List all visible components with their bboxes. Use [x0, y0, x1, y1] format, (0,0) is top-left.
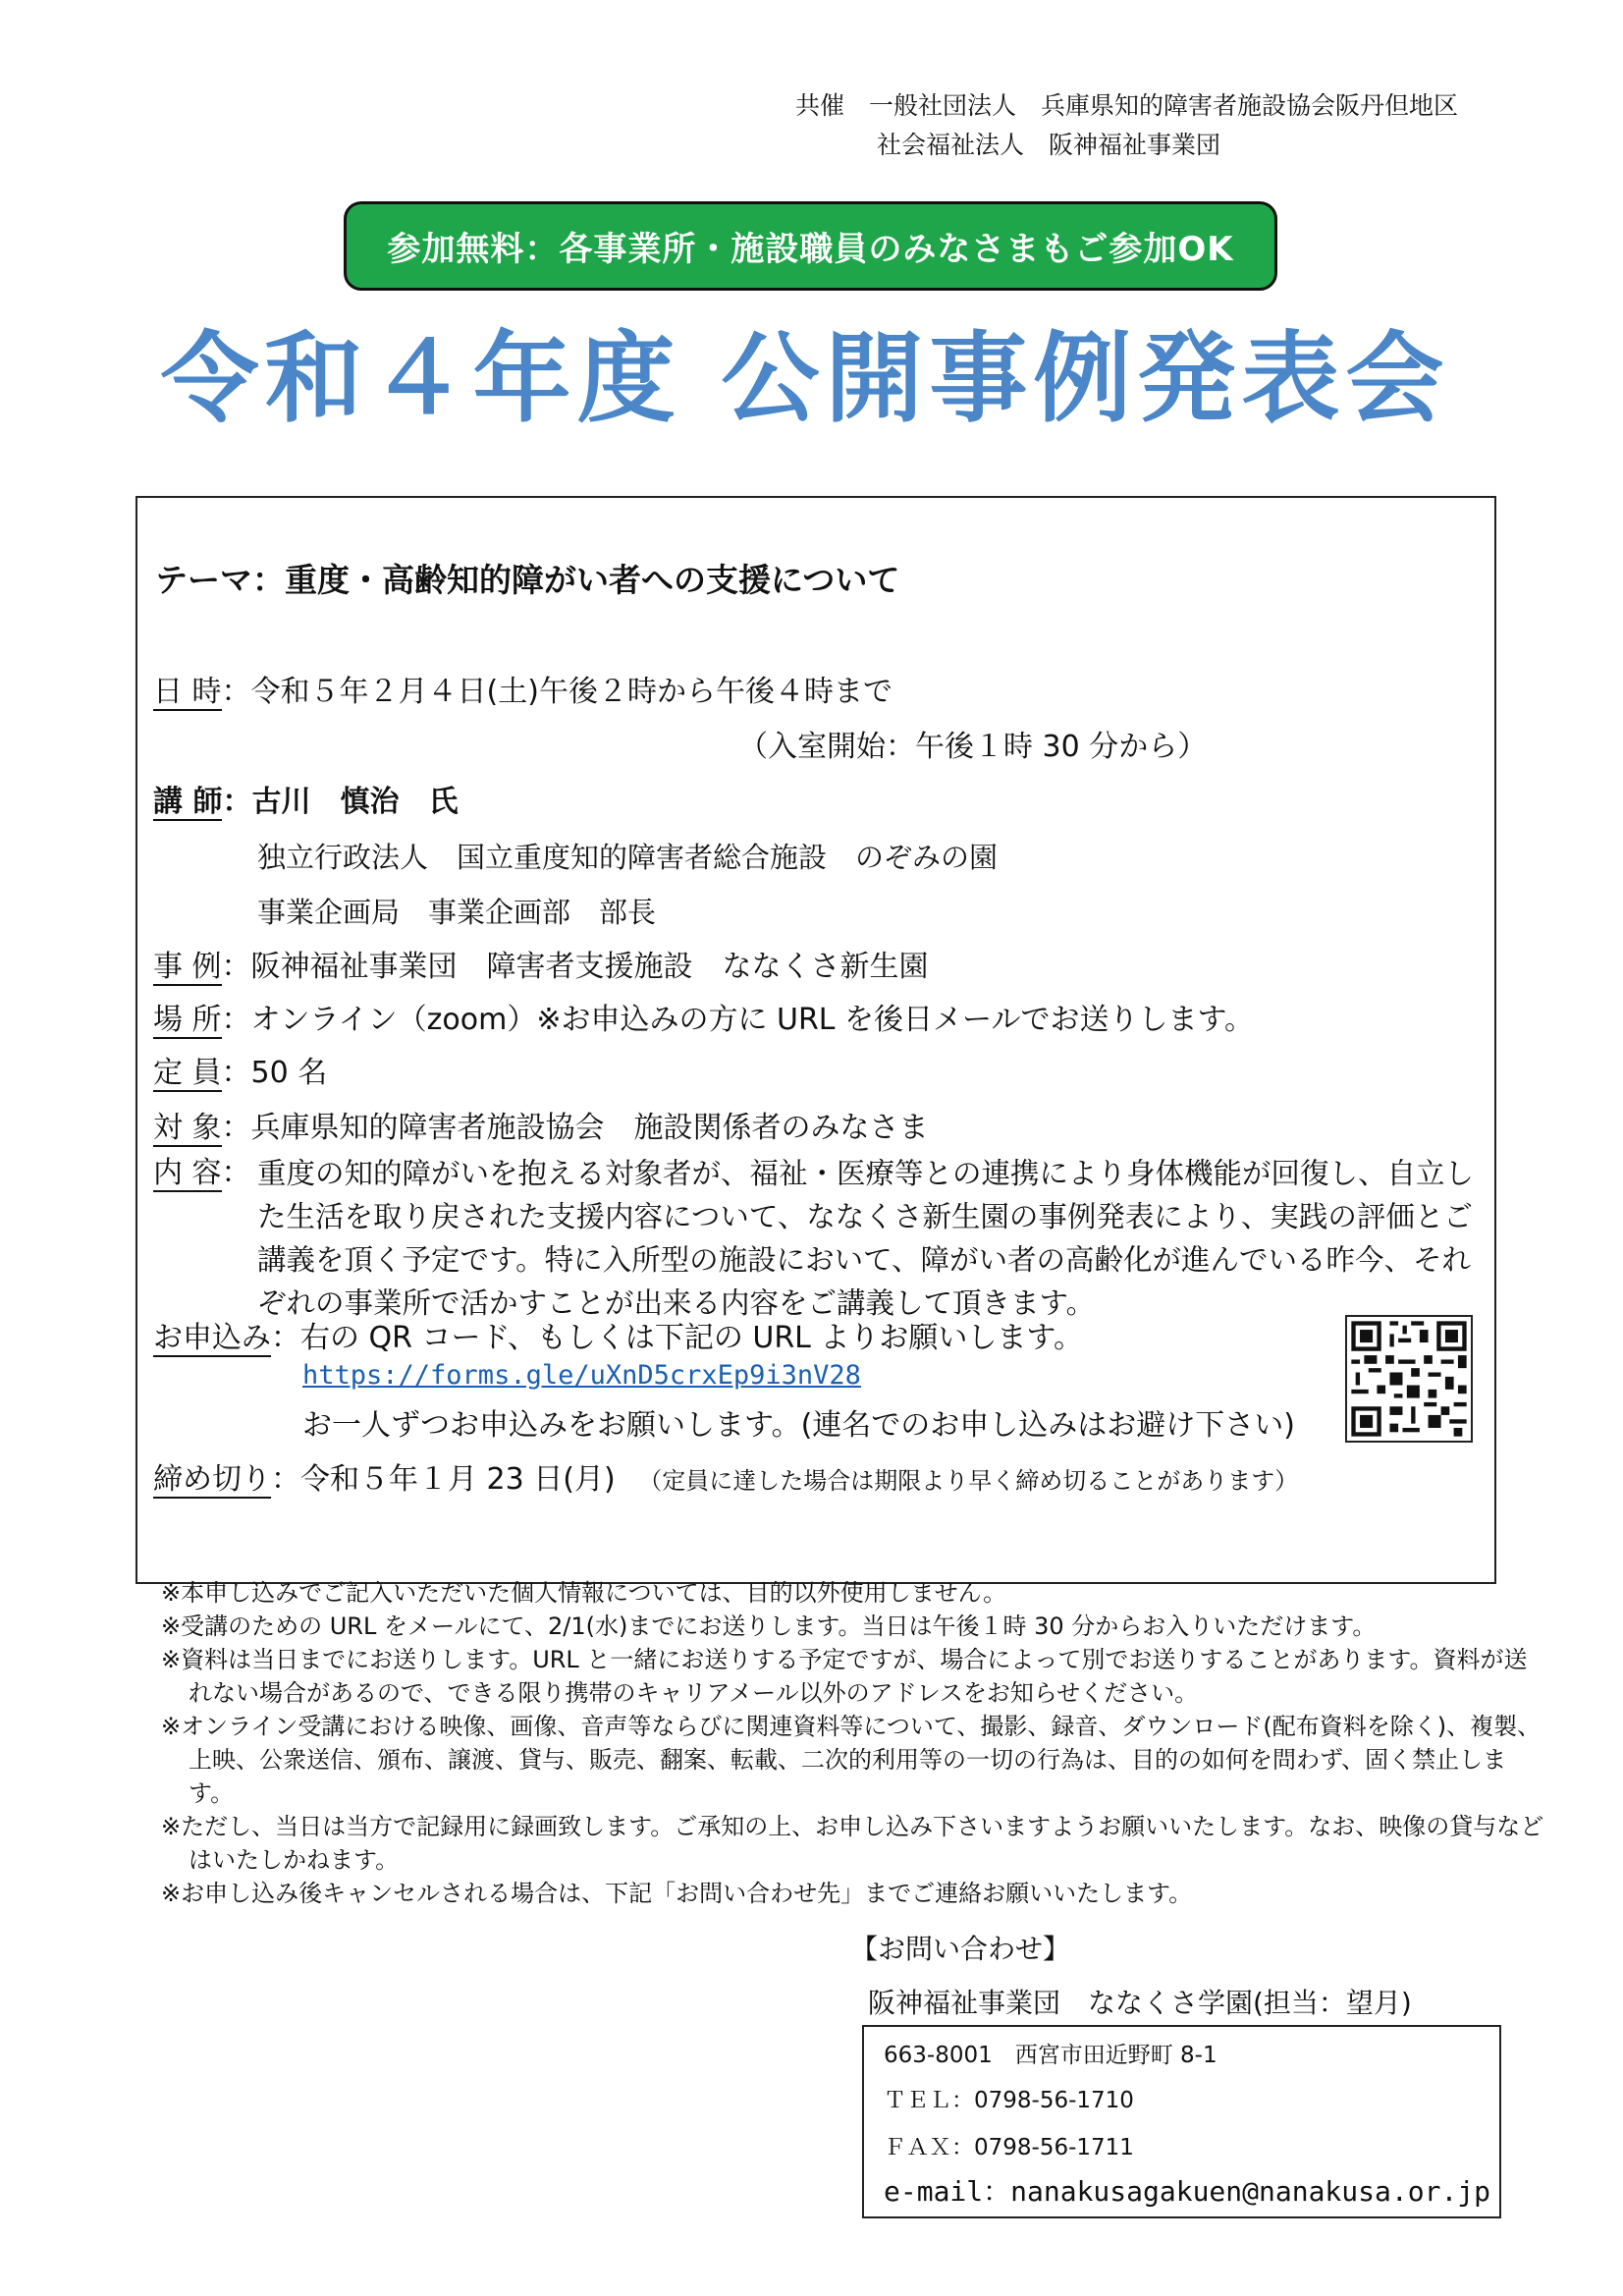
- lecturer-row: [153, 781, 458, 824]
- target-label: 対 象: [153, 1111, 222, 1145]
- contact-fax: ＦＡＸ：0798-56-1711: [884, 2135, 1134, 2160]
- qr-code-image[interactable]: [1345, 1315, 1473, 1443]
- note-item: ※ただし、当日は当方で記録用に録画致します。ご承知の上、お申し込み下さいますようお願いいたします。なお、映像の貸与などはいたしかねます。: [161, 1813, 1544, 1874]
- capacity-value: ：50 名: [221, 1056, 328, 1090]
- target-row: [153, 1107, 929, 1150]
- note-item: ※受講のための URL をメールにて、2/1(水)までにお送りします。当日は午後１時 30 分からお入りいただけます。: [161, 1613, 1377, 1640]
- case-value: ：阪神福祉事業団 障害者支援施設 ななくさ新生園: [221, 950, 929, 984]
- apply-value: ：右の QR コード、もしくは下記の URL よりお願いします。: [271, 1321, 1084, 1355]
- qr-code-icon: [1347, 1317, 1471, 1441]
- contact-heading: 【お問い合わせ】: [850, 1933, 1071, 1965]
- content-text: 重度の知的障がいを抱える対象者が、福祉・医療等との連携により身体機能が回復し、自立した生活を取り戻された支援内容について、ななくさ新生園の事例発表により、実践の評価とご講義を頂く予定です。特に入所型の施設において、障がい者の高齢化が進んでいる昨今、それぞれの事業所で活かすことが出来る内容をご講義して頂きます。: [257, 1157, 1475, 1320]
- cohost-line-1: 共催 一般社団法人 兵庫県知的障害者施設協会阪丹但地区: [795, 91, 1459, 120]
- content-label-row: [153, 1152, 251, 1195]
- contact-tel: ＴＥＬ：0798-56-1710: [884, 2088, 1134, 2113]
- note-item: ※オンライン受講における映像、画像、音声等ならびに関連資料等について、撮影、録音、ダウンロード(配布資料を除く)、複製、上映、公衆送信、頒布、譲渡、貸与、販売、翻案、転載、二次的利用等の一切の行為は、目的の如何を問わず、固く禁止します。: [161, 1713, 1542, 1807]
- lecturer-label: 講 師: [153, 785, 223, 819]
- deadline-row: [153, 1458, 1298, 1503]
- contact-email[interactable]: e-mail：nanakusagakuen@nanakusa.or.jp: [884, 2175, 1491, 2208]
- content-label: 内 容: [153, 1156, 222, 1190]
- capacity-row: [153, 1052, 327, 1095]
- content-colon: ：: [221, 1156, 251, 1190]
- datetime-label: 日 時: [153, 675, 222, 709]
- lecturer-name: ：古川 慎治 氏: [222, 785, 459, 819]
- entry-time: （入室開始：午後１時 30 分から）: [738, 730, 1208, 764]
- datetime-value: ：令和５年２月４日(土)午後２時から午後４時まで: [221, 675, 893, 709]
- lecturer-org-2: 事業企画局 事業企画部 部長: [257, 896, 657, 929]
- note-item: ※お申し込み後キャンセルされる場合は、下記「お問い合わせ先」までご連絡お願いいたします。: [161, 1880, 1193, 1907]
- deadline-value: ：令和５年１月 23 日(月): [271, 1462, 616, 1497]
- deadline-label: 締め切り: [153, 1462, 271, 1497]
- place-row: [153, 999, 1254, 1042]
- apply-row: [153, 1317, 1083, 1360]
- lecturer-org-1: 独立行政法人 国立重度知的障害者総合施設 のぞみの園: [257, 841, 999, 874]
- note-item: ※資料は当日までにお送りします。URL と一緒にお送りする予定ですが、場合によって別でお送りすることがあります。資料が送れない場合があるので、できる限り携帯のキャリアメール以外のアドレスをお知らせください。: [161, 1646, 1528, 1707]
- capacity-label: 定 員: [153, 1056, 222, 1090]
- free-participation-banner: 参加無料：各事業所・施設職員のみなさまもご参加OK: [344, 201, 1277, 291]
- event-theme: テーマ：重度・高齢知的障がい者への支援について: [155, 561, 900, 599]
- apply-note: お一人ずつお申込みをお願いします。(連名でのお申し込みはお避け下さい): [302, 1408, 1296, 1443]
- note-item: ※本申し込みでご記入いただいた個人情報については、目的以外使用しません。: [161, 1579, 1007, 1607]
- page-title: 令和４年度 公開事例発表会: [160, 321, 1450, 436]
- place-label: 場 所: [153, 1003, 222, 1037]
- datetime-row: [153, 671, 893, 714]
- contact-address: 663-8001 西宮市田近野町 8-1: [884, 2043, 1217, 2068]
- target-value: ：兵庫県知的障害者施設協会 施設関係者のみなさま: [221, 1111, 929, 1145]
- apply-label: お申込み: [153, 1321, 271, 1355]
- contact-box: [862, 2025, 1501, 2218]
- case-label: 事 例: [153, 950, 222, 984]
- cohost-line-2: 社会福祉法人 阪神福祉事業団: [877, 131, 1221, 159]
- deadline-note: （定員に達した場合は期限より早く締め切ることがあります）: [638, 1467, 1299, 1495]
- application-form-link[interactable]: https://forms.gle/uXnD5crxEp9i3nV28: [302, 1360, 861, 1391]
- place-value: ：オンライン（zoom）※お申込みの方に URL を後日メールでお送りします。: [221, 1003, 1255, 1037]
- notes-list: [161, 1576, 1545, 1910]
- contact-organization: 阪神福祉事業団 ななくさ学園(担当：望月): [868, 1987, 1412, 2019]
- case-row: [153, 946, 929, 989]
